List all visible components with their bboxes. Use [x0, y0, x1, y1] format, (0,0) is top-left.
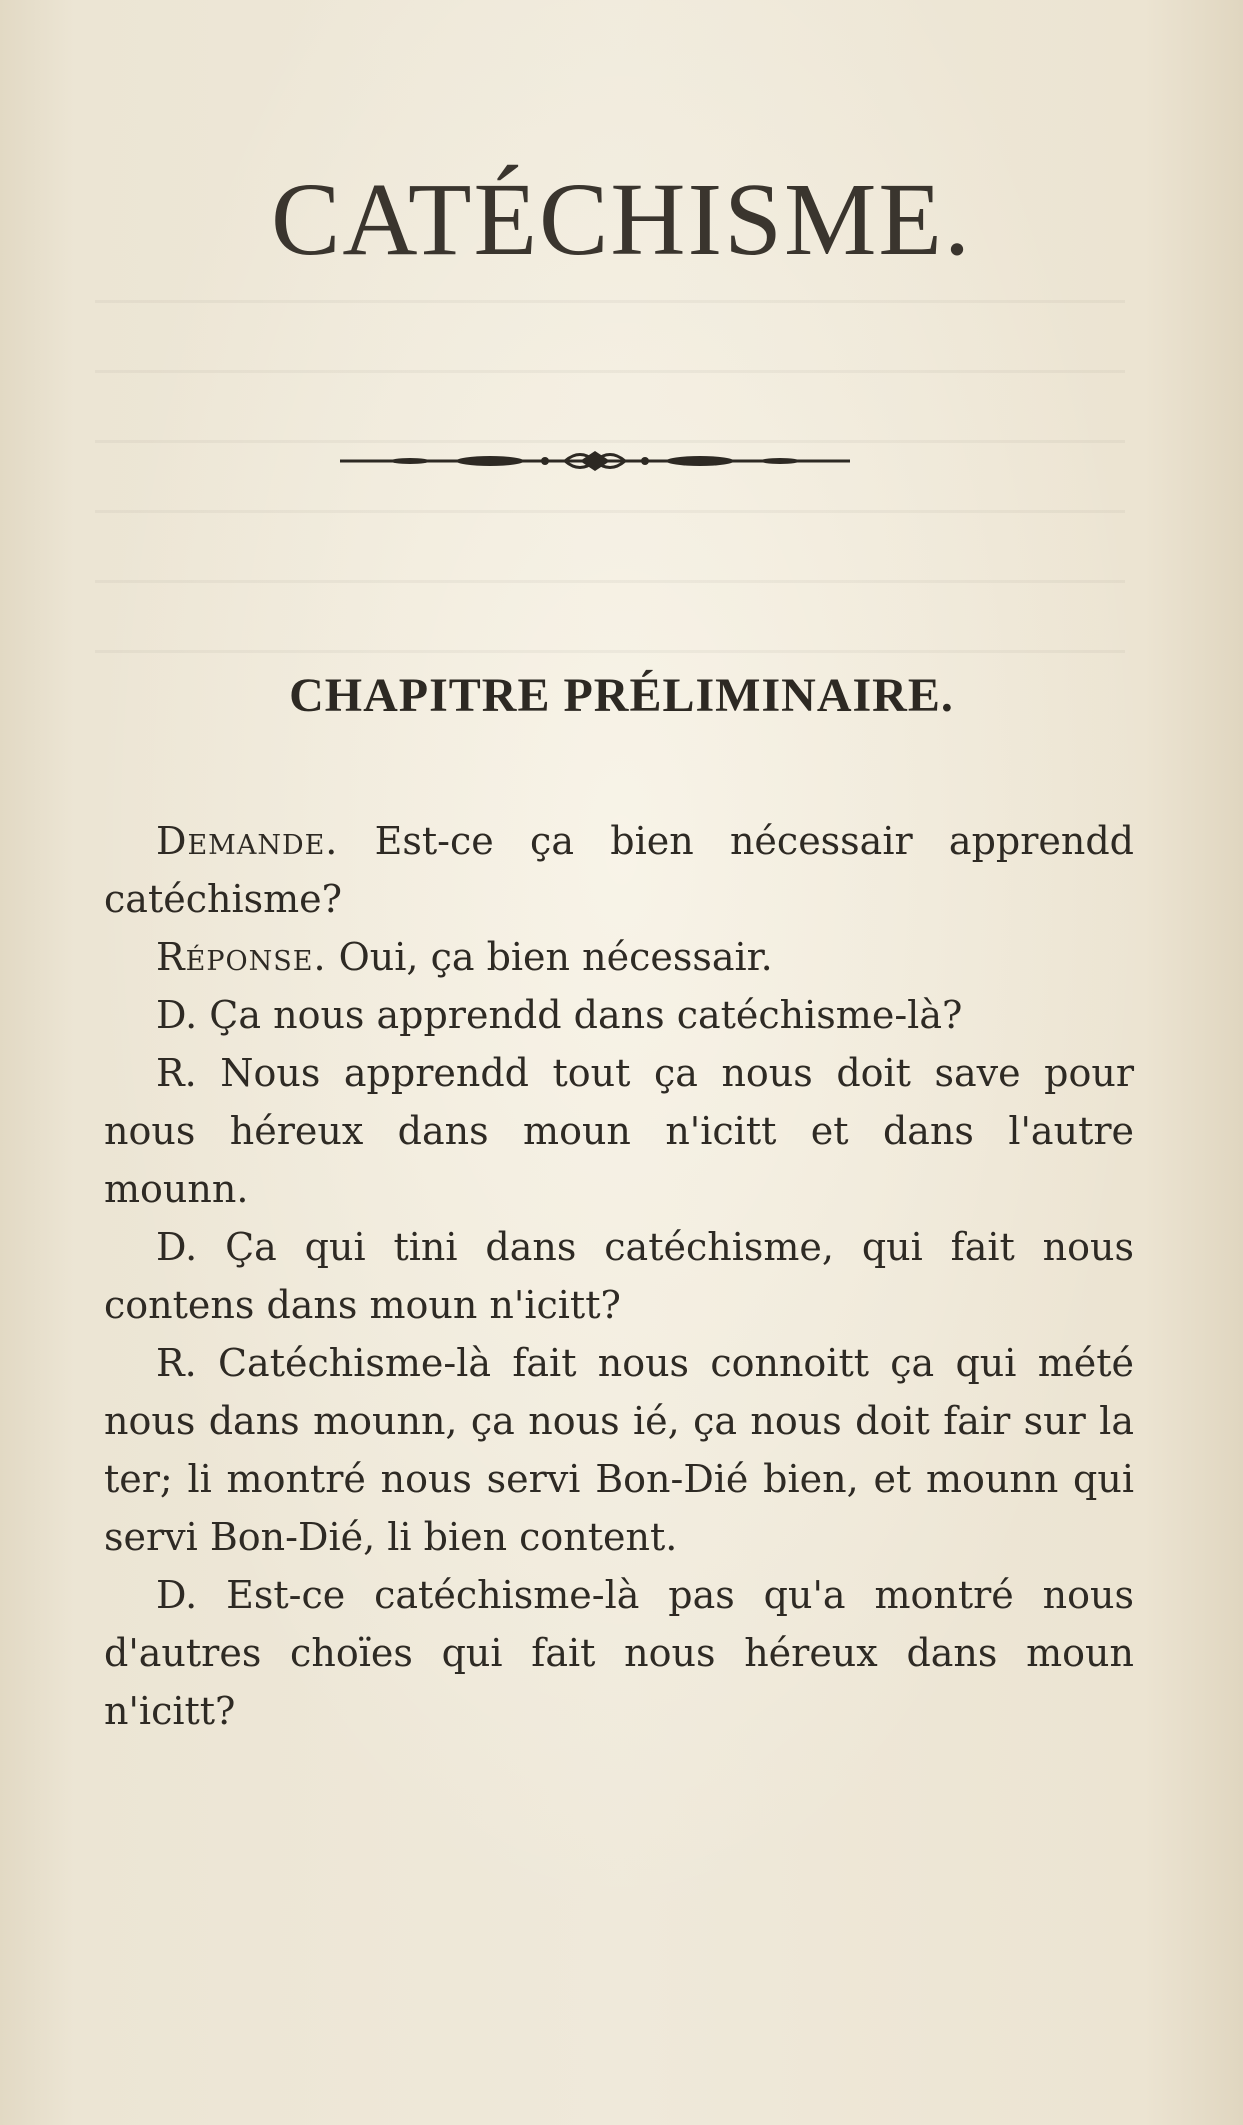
paragraph-text: Ça nous apprendd dans catéchisme-là? — [197, 993, 963, 1037]
paragraph — [104, 1044, 1134, 1218]
paragraph-text: Oui, ça bien nécessair. — [326, 935, 773, 979]
speaker-label: R. — [156, 1051, 197, 1095]
paragraph-text: Est-ce catéchisme-là pas qu'a montré nous d'autres choïes qui fait nous héreux dans moun n'icitt? — [104, 1573, 1134, 1733]
paragraph — [104, 1218, 1134, 1334]
paragraph — [104, 1334, 1134, 1566]
catechism-text — [104, 812, 1134, 1740]
ornament-rule — [340, 444, 850, 478]
speaker-label: Demande. — [156, 819, 339, 863]
speaker-label: D. — [156, 1225, 198, 1269]
paragraph-text: Est-ce ça bien nécessair apprendd catéchisme? — [104, 819, 1134, 921]
paragraph — [104, 986, 1134, 1044]
page-title: CATÉCHISME. — [271, 162, 972, 277]
paragraph — [104, 812, 1134, 928]
paragraph — [104, 928, 1134, 986]
speaker-label: D. — [156, 1573, 198, 1617]
speaker-label: Réponse. — [156, 935, 327, 979]
speaker-label: D. — [156, 993, 198, 1037]
paragraph-text: Nous apprendd tout ça nous doit save pour nous héreux dans moun n'icitt et dans l'autre mounn. — [104, 1051, 1134, 1211]
paragraph — [104, 1566, 1134, 1740]
speaker-label: R. — [156, 1341, 197, 1385]
chapter-heading: CHAPITRE PRÉLIMINAIRE. — [289, 669, 954, 722]
paragraph-text: Catéchisme-là fait nous connoitt ça qui mété nous dans mounn, ça nous ié, ça nous doit fair sur la ter; li montré nous servi Bon-Dié bien, et mounn qui servi Bon-Dié, li bien content. — [104, 1341, 1134, 1559]
paragraph-text: Ça qui tini dans catéchisme, qui fait nous contens dans moun n'icitt? — [104, 1225, 1134, 1327]
bleed-through-texture — [95, 300, 1125, 720]
